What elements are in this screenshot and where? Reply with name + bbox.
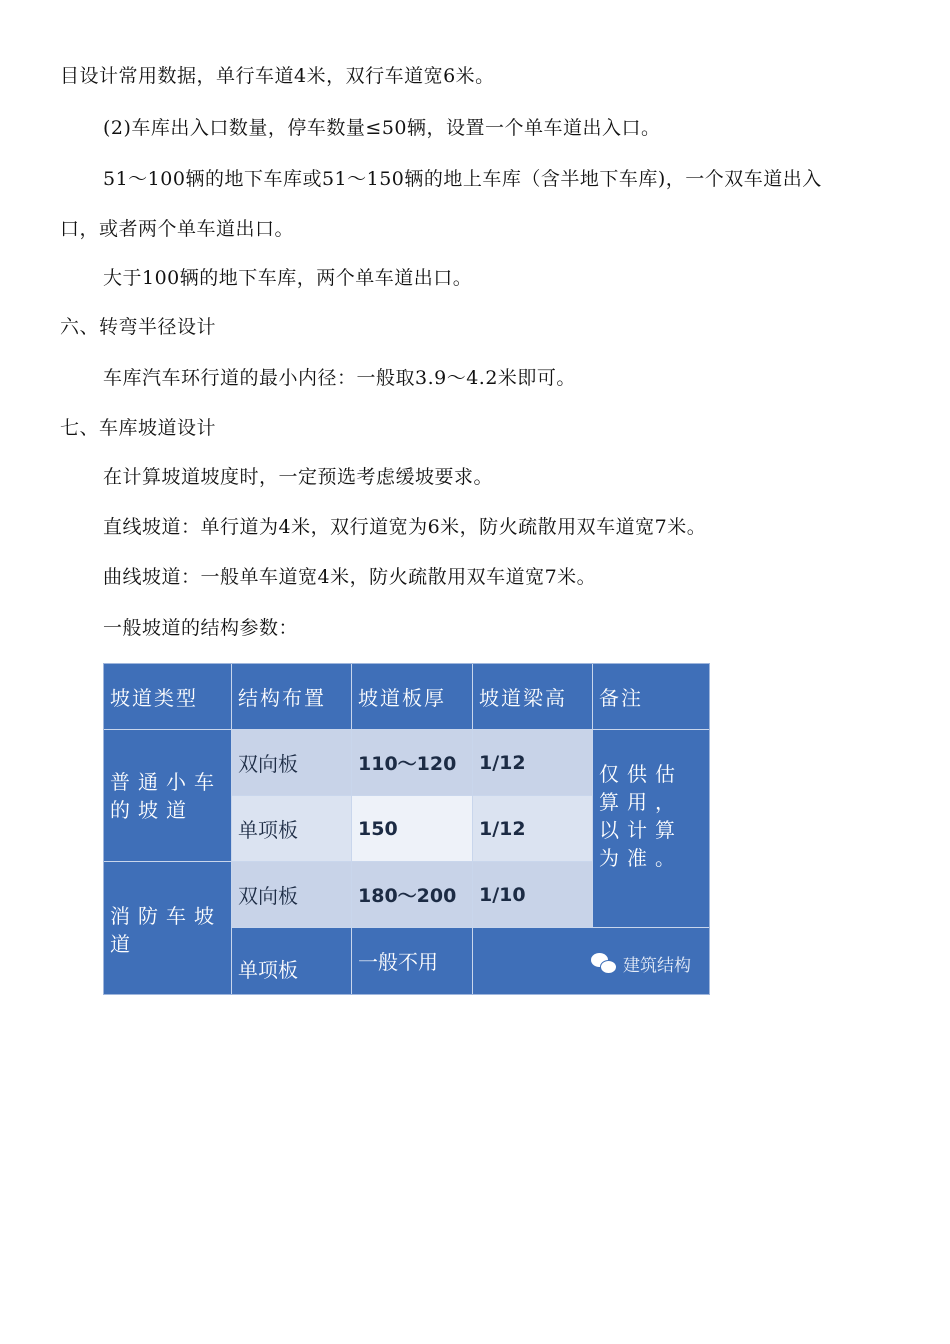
table-header-cell: 结构布置 <box>232 664 352 730</box>
table-cell: 1/12 <box>473 730 593 796</box>
table-header-cell: 坡道梁高 <box>473 664 593 730</box>
paragraph: 在计算坡道坡度时，一定预选考虑缓坡要求。 <box>103 466 494 488</box>
table-cell: 单项板 <box>232 796 352 862</box>
table-cell: 150 <box>352 796 473 862</box>
note-cell: 仅供估算用，以计算为准。 <box>593 730 709 928</box>
table-cell: 180～200 <box>352 862 473 928</box>
paragraph: 一般坡道的结构参数： <box>103 617 299 639</box>
paragraph: 目设计常用数据，单行车道4米，双行车道宽6米。 <box>60 65 495 87</box>
table-cell: 1/10 <box>473 862 593 928</box>
section-heading: 六、转弯半径设计 <box>60 316 217 338</box>
section-heading: 七、车库坡道设计 <box>60 417 217 439</box>
paragraph: 口，或者两个单车道出口。 <box>60 218 295 240</box>
table-cell: 110～120 <box>352 730 473 796</box>
table-cell: 单项板 <box>232 928 352 994</box>
table-cell: 双向板 <box>232 730 352 796</box>
paragraph: 曲线坡道：一般单车道宽4米，防火疏散用双车道宽7米。 <box>103 566 597 588</box>
paragraph: 51～100辆的地下车库或51～150辆的地上车库（含半地下车库)，一个双车道出入 <box>103 168 822 190</box>
ramp-parameters-table <box>103 663 710 995</box>
table-header-cell: 备注 <box>593 664 709 730</box>
paragraph: 大于100辆的地下车库，两个单车道出口。 <box>103 267 473 289</box>
paragraph: 直线坡道：单行道为4米，双行道宽为6米，防火疏散用双车道宽7米。 <box>103 516 707 538</box>
paragraph: (2)车库出入口数量，停车数量≤50辆，设置一个单车道出入口。 <box>103 117 661 139</box>
table-header-cell: 坡道类型 <box>104 664 232 730</box>
table-cell: 1/12 <box>473 796 593 862</box>
table-cell: 双向板 <box>232 862 352 928</box>
watermark-text: 建筑结构 <box>623 956 691 976</box>
wechat-icon <box>591 953 617 975</box>
table-header-cell: 坡道板厚 <box>352 664 473 730</box>
table-cell: 一般不用 <box>352 928 473 994</box>
paragraph: 车库汽车环行道的最小内径：一般取3.9～4.2米即可。 <box>103 367 576 389</box>
row-group-label: 普通小车的坡道 <box>104 730 232 862</box>
watermark <box>591 951 691 976</box>
row-group-label: 消防车坡道 <box>104 862 232 994</box>
